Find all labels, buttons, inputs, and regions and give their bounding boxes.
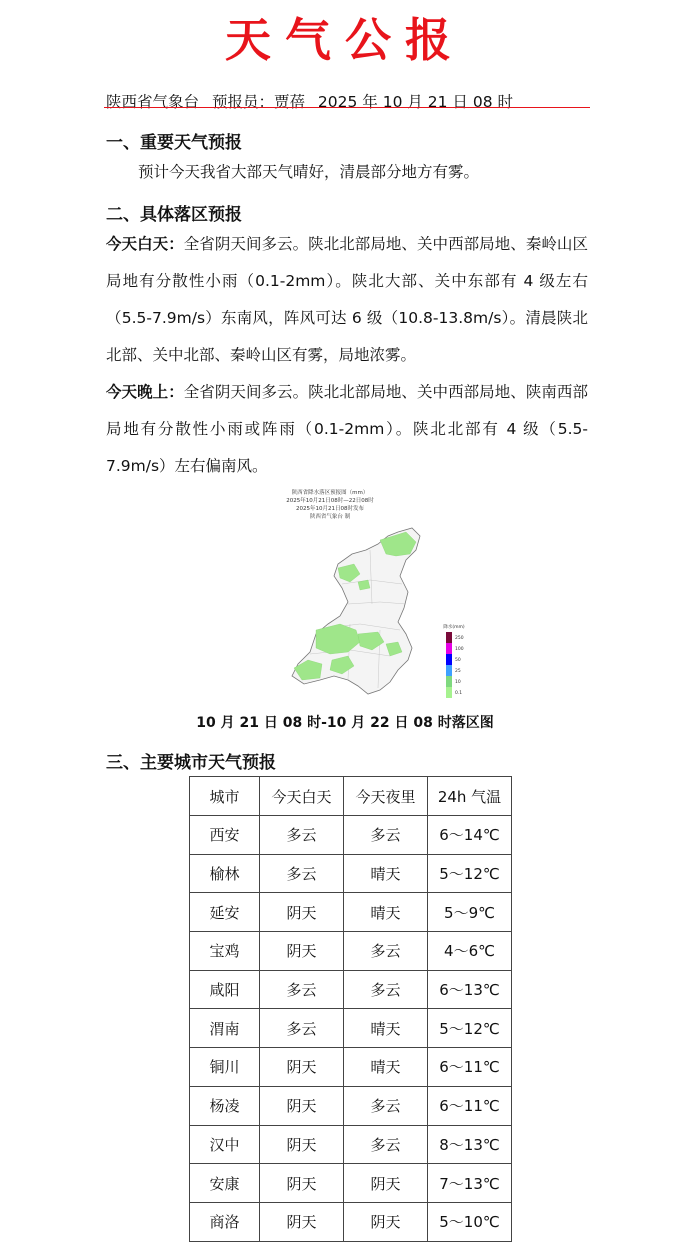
header-divider: [104, 107, 590, 108]
bulletin-header: [106, 90, 521, 112]
city-forecast-table: [189, 776, 512, 1242]
map-title-line-1: 陕西省降水落区预报图（mm）: [291, 490, 369, 496]
city-cell: 延安: [190, 893, 260, 932]
table-row: [190, 1125, 512, 1164]
table-row: [190, 1048, 512, 1087]
city-cell: 西安: [190, 816, 260, 855]
section1-text: 预计今天我省大部天气晴好，清晨部分地方有雾。: [138, 163, 480, 181]
temperature-cell: 7～13℃: [428, 1164, 512, 1203]
table-row: [190, 1009, 512, 1048]
table-row: [190, 970, 512, 1009]
city-cell: 咸阳: [190, 970, 260, 1009]
map-caption: 10 月 21 日 08 时-10 月 22 日 08 时落区图: [196, 715, 494, 731]
map-legend: [446, 632, 464, 698]
day-weather-cell: 阴天: [260, 1164, 344, 1203]
city-cell: 渭南: [190, 1009, 260, 1048]
issue-datetime: 2025 年 10 月 21 日 08 时: [317, 93, 514, 111]
map-title-line-3: 2025年10月21日08时发布: [296, 506, 364, 512]
day-weather-cell: 多云: [260, 1009, 344, 1048]
table-header-row: [190, 777, 512, 816]
night-weather-cell: 晴天: [344, 893, 428, 932]
night-weather-cell: 多云: [344, 1125, 428, 1164]
legend-label: 10: [455, 680, 461, 685]
night-weather-cell: 多云: [344, 1086, 428, 1125]
day-weather-cell: 多云: [260, 854, 344, 893]
table-row: [190, 932, 512, 971]
temperature-cell: 6～13℃: [428, 970, 512, 1009]
city-cell: 铜川: [190, 1048, 260, 1087]
night-weather-cell: 多云: [344, 970, 428, 1009]
legend-swatch: [446, 676, 452, 687]
temperature-cell: 5～12℃: [428, 854, 512, 893]
night-text: 全省阴天间多云。陕北北部局地、关中西部局地、陕南西部局地有分散性小雨或阵雨（0.1-2mm）。陕北北部有 4 级（5.5-7.9m/s）左右偏南风。: [106, 383, 588, 475]
legend-label: 25: [455, 669, 461, 674]
column-header-day: 今天白天: [260, 777, 344, 816]
night-weather-cell: 晴天: [344, 854, 428, 893]
day-weather-cell: 阴天: [260, 932, 344, 971]
rain-area-north-small: [358, 580, 370, 590]
legend-label: 50: [455, 658, 461, 663]
night-weather-cell: 阴天: [344, 1164, 428, 1203]
column-header-city: 城市: [190, 777, 260, 816]
precipitation-map: [230, 484, 470, 714]
legend-label: 250: [455, 636, 464, 641]
city-cell: 榆林: [190, 854, 260, 893]
day-weather-cell: 阴天: [260, 1125, 344, 1164]
daytime-forecast: [106, 226, 588, 374]
temperature-cell: 6～11℃: [428, 1086, 512, 1125]
legend-swatch: [446, 632, 452, 643]
column-header-night: 今天夜里: [344, 777, 428, 816]
daytime-text: 全省阴天间多云。陕北北部局地、关中西部局地、秦岭山区局地有分散性小雨（0.1-2mm）。陕北大部、关中东部有 4 级左右（5.5-7.9m/s）东南风，阵风可达 6 级（10.8-13.8m/s）。清晨陕北北部、关中北部、秦岭山区有雾，局地浓雾。: [106, 235, 588, 364]
temperature-cell: 5～10℃: [428, 1202, 512, 1241]
legend-swatch: [446, 665, 452, 676]
table-row: [190, 1086, 512, 1125]
table-row: [190, 1164, 512, 1203]
table-row: [190, 816, 512, 855]
section2-heading: 二、具体落区预报: [106, 205, 242, 225]
day-weather-cell: 阴天: [260, 893, 344, 932]
map-title-line-2: 2025年10月21日08时—22日08时: [286, 498, 374, 504]
temperature-cell: 8～13℃: [428, 1125, 512, 1164]
section1-heading: 一、重要天气预报: [106, 133, 242, 153]
agency-name: 陕西省气象台: [106, 93, 200, 111]
night-weather-cell: 晴天: [344, 1009, 428, 1048]
city-cell: 汉中: [190, 1125, 260, 1164]
temperature-cell: 6～11℃: [428, 1048, 512, 1087]
night-label: 今天晚上：: [106, 383, 184, 401]
day-weather-cell: 阴天: [260, 1086, 344, 1125]
night-weather-cell: 多云: [344, 932, 428, 971]
bulletin-title: 天气公报: [225, 13, 465, 67]
table-row: [190, 854, 512, 893]
map-title-line-4: 陕西省气象台 制: [309, 514, 351, 520]
table-row: [190, 1202, 512, 1241]
temperature-cell: 4～6℃: [428, 932, 512, 971]
legend-swatch: [446, 687, 452, 698]
temperature-cell: 5～9℃: [428, 893, 512, 932]
city-cell: 杨凌: [190, 1086, 260, 1125]
night-forecast: [106, 374, 588, 485]
legend-title: 降水(mm): [443, 625, 465, 630]
daytime-label: 今天白天：: [106, 235, 184, 253]
temperature-cell: 5～12℃: [428, 1009, 512, 1048]
day-weather-cell: 阴天: [260, 1048, 344, 1087]
legend-label: 100: [455, 647, 464, 652]
temperature-cell: 6～14℃: [428, 816, 512, 855]
day-weather-cell: 多云: [260, 970, 344, 1009]
day-weather-cell: 多云: [260, 816, 344, 855]
legend-swatch: [446, 643, 452, 654]
night-weather-cell: 多云: [344, 816, 428, 855]
legend-swatch: [446, 654, 452, 665]
night-weather-cell: 阴天: [344, 1202, 428, 1241]
column-header-temperature: 24h 气温: [428, 777, 512, 816]
day-weather-cell: 阴天: [260, 1202, 344, 1241]
table-row: [190, 893, 512, 932]
section3-heading: 三、主要城市天气预报: [106, 753, 276, 773]
city-cell: 安康: [190, 1164, 260, 1203]
night-weather-cell: 晴天: [344, 1048, 428, 1087]
legend-label: 0.1: [455, 691, 463, 696]
forecaster-name: 预报员：贾蓓: [211, 93, 305, 111]
city-cell: 商洛: [190, 1202, 260, 1241]
city-cell: 宝鸡: [190, 932, 260, 971]
